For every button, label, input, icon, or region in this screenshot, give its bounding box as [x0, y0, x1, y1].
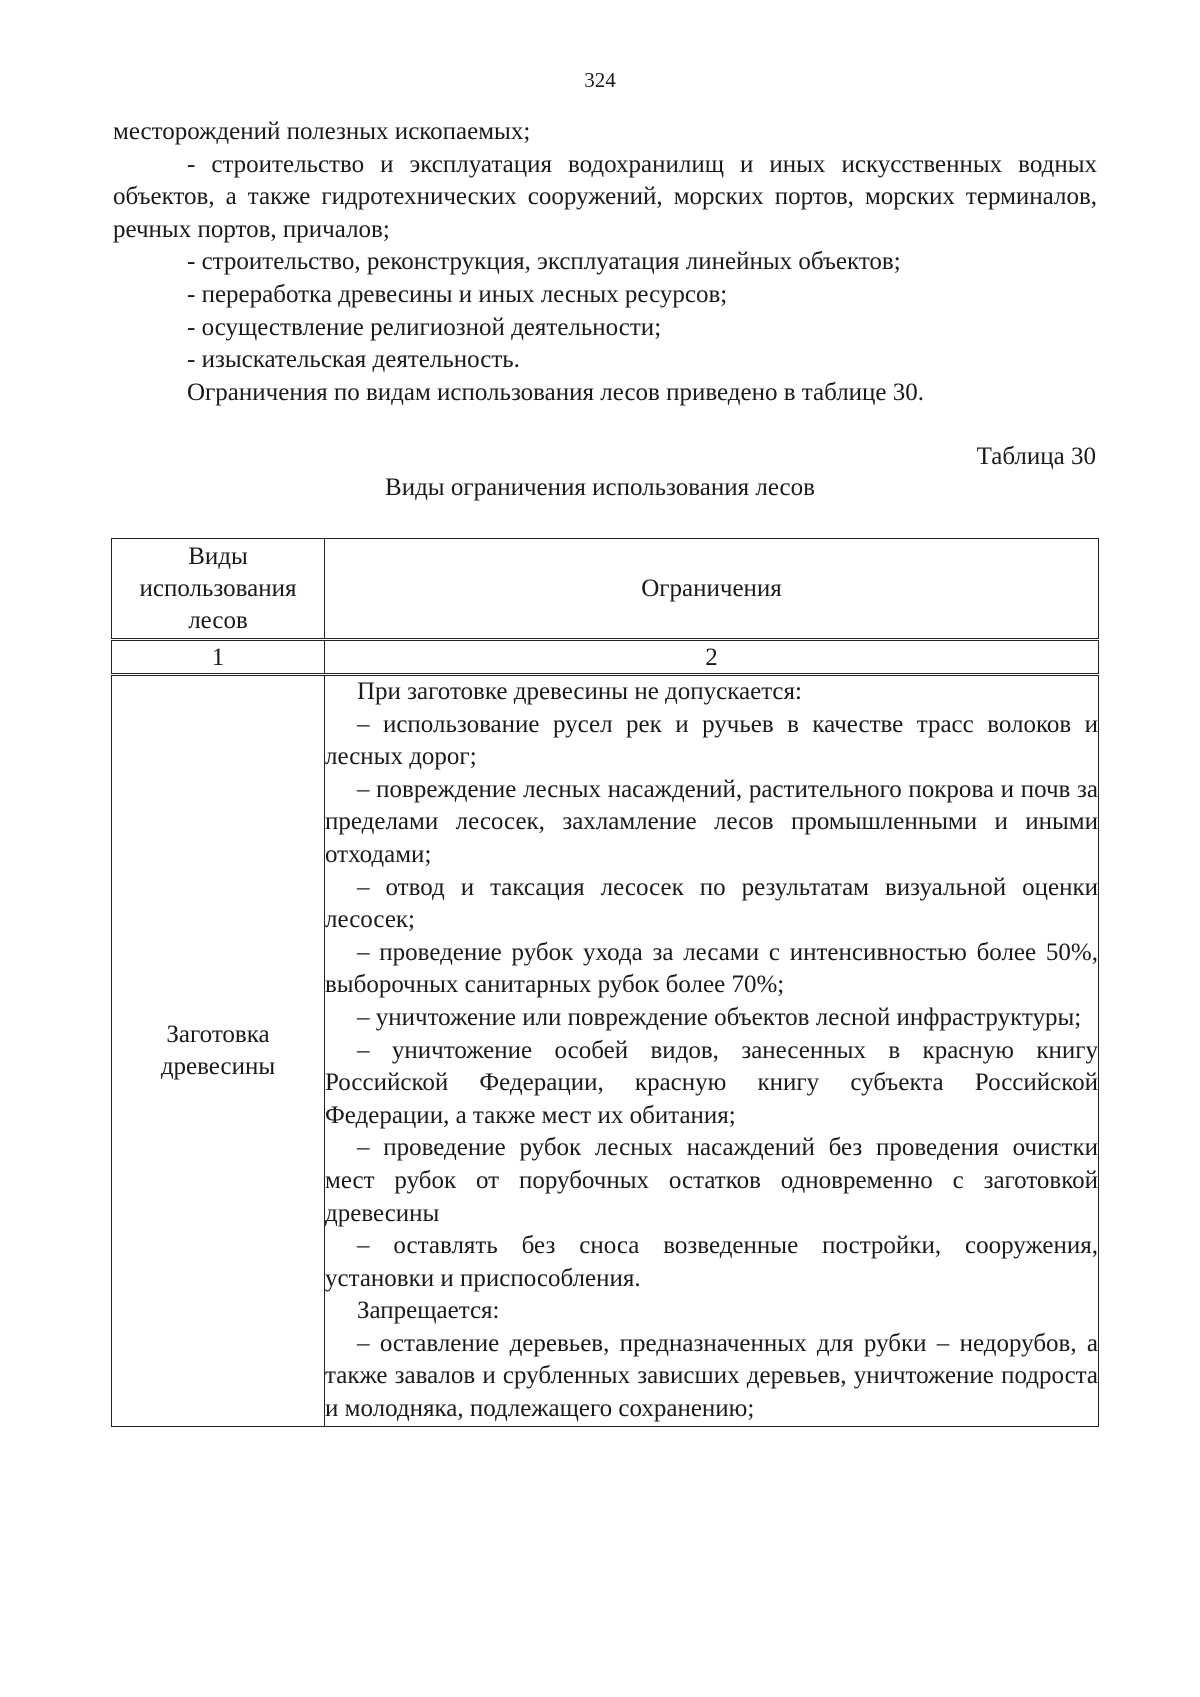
restriction-item: – уничтожение или повреждение объектов лесной инфраструктуры;	[357, 1003, 1082, 1031]
use-type-line: Заготовка	[166, 1020, 270, 1048]
column-number: 2	[325, 640, 1099, 675]
column-number: 1	[112, 640, 325, 675]
table-row	[112, 675, 1099, 1427]
restrictions-table	[111, 538, 1099, 1427]
table-number-label: Таблица 30	[976, 443, 1096, 470]
intro-paragraph: - переработка древесины и иных лесных ресурсов;	[187, 280, 728, 308]
header-use-types-line: Виды	[188, 542, 248, 570]
header-use-types-line: использования	[139, 574, 297, 602]
restriction-item: При заготовке древесины не допускается:	[357, 678, 802, 705]
header-use-types-line: лесов	[188, 606, 248, 634]
restriction-item: – оставление деревьев, предназначенных для рубки – недорубов, а также завалов и срубленных зависших деревьев, уничтожение подроста и молодняка, подлежащего сохранению;	[325, 1329, 1098, 1423]
use-type-line: древесины	[160, 1052, 276, 1080]
restriction-item: – уничтожение особей видов, занесенных в красную книгу Российской Федерации, красную книгу субъекта Российской Федерации, а также мест их обитания;	[325, 1036, 1098, 1129]
restriction-item: – использование русел рек и ручьев в качестве трасс волоков и лесных дорог;	[325, 710, 1098, 771]
intro-paragraph: месторождений полезных ископаемых;	[113, 118, 531, 145]
restrictions-cell	[325, 675, 1099, 1427]
intro-text	[113, 116, 1097, 409]
restriction-item: – проведение рубок лесных насаждений без проведения очистки мест рубок от порубочных остатков одновременно с заготовкой древесины	[325, 1134, 1098, 1227]
intro-paragraph: Ограничения по видам использования лесов приведено в таблице 30.	[187, 378, 925, 406]
restriction-item: – проведение рубок ухода за лесами с интенсивностью более 50%, выборочных санитарных рубок более 70%;	[325, 938, 1098, 999]
intro-paragraph: - изыскательская деятельность.	[187, 346, 520, 374]
restriction-item: – повреждение лесных насаждений, растительного покрова и почв за пределами лесосек, захламление лесов промышленными и иными отходами;	[325, 775, 1098, 868]
restriction-item: – отвод и таксация лесосек по результатам визуальной оценки лесосек;	[325, 873, 1098, 934]
use-type-cell	[112, 675, 325, 1427]
restriction-item: – оставлять без сноса возведенные постройки, сооружения, установки и приспособления.	[325, 1232, 1098, 1292]
table-title: Виды ограничения использования лесов	[385, 474, 815, 501]
restriction-item: Запрещается:	[357, 1297, 500, 1325]
intro-paragraph: - строительство, реконструкция, эксплуатация линейных объектов;	[187, 248, 901, 276]
page-number: 324	[584, 68, 616, 92]
intro-paragraph: - осуществление религиозной деятельности;	[187, 313, 662, 341]
header-restrictions: Ограничения	[325, 539, 1099, 640]
table-header-row	[112, 539, 1099, 640]
intro-paragraph: - строительство и эксплуатация водохранилищ и иных искусственных водных объектов, а также гидротехнических сооружений, морских портов, морских терминалов, речных портов, причалов;	[113, 150, 1097, 243]
header-use-types	[112, 539, 325, 640]
column-number-row	[112, 640, 1099, 675]
